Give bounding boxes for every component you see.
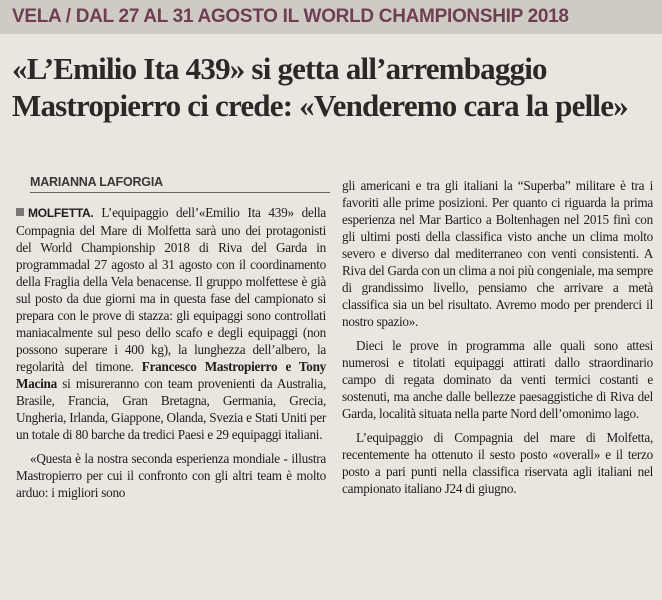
crew-names: Francesco Mastropierro e Tony Macina <box>16 359 326 391</box>
article-column-left <box>16 204 326 501</box>
paragraph-2-start: «Questa è la nostra seconda esperienza mondiale - illustra Mastropierro per cui il confronto con gli altri team è molto arduo: i migliori sono <box>16 451 326 500</box>
paragraph-1-text-a: L’equipaggio dell’«Emilio Ita 439» della Compagnia del Mare di Molfetta sarà uno dei protagonisti del World Championship 2018 di Riva del Garda in programmadal 27 agosto al 31 agosto con il coordinamento della Fraglia della Vela benacense. Il gruppo molfettese è già sul posto da due giorni ma in questa fase del campionato si prepara con le prove di stazza: gli equipaggi sono controllati maniacalmente sul peso dello scafo e degli equipaggi (non possono superare i 400 kg), la lunghezza dell’albero, la regolarità del timone. <box>16 205 326 374</box>
headline <box>12 50 657 124</box>
article-column-right <box>342 177 653 497</box>
paragraph-2-continued: gli americani e tra gli italiani la “Superba” militare è tra i favoriti alle prime posizioni. Per quanto ci riguarda la prima esperienza nel Mar Bartico a Boltenhagen nel 2015 finì con gli ultimi posti della classifica visto anche un clima molto severo e diverso dal mediterraneo con venti consistenti. A Riva del Garda con un clima a noi più congeniale, ma sempre di grandissimo livello, pensiamo che arrivare a metà classifica sia un bel risultato. Avremo modo per prenderci il nostro spazio». <box>342 178 653 329</box>
paragraph-1-text-b: si misureranno con team provenienti da Australia, Brasile, Francia, Gran Bretagna, Germania, Grecia, Ungheria, Irlanda, Giappone, Olanda, Svezia e Stati Uniti per un totale di 80 barche da tredici Paesi e 29 equipaggi italiani. <box>16 376 326 442</box>
headline-line-2: Mastropierro ci crede: «Venderemo cara la pelle» <box>12 88 628 123</box>
section-kicker <box>0 0 662 34</box>
paragraph-1 <box>16 204 326 443</box>
byline-rule <box>30 192 330 193</box>
kicker-text: VELA / DAL 27 AL 31 AGOSTO IL WORLD CHAMPIONSHIP 2018 <box>12 6 569 27</box>
dateline: MOLFETTA. <box>28 206 94 220</box>
author-byline: MARIANNA LAFORGIA <box>30 175 163 189</box>
paragraph-4: L’equipaggio di Compagnia del mare di Molfetta, recentemente ha ottenuto il sesto posto «overall» e il terzo posto a pari punti nella classifica riservata agli italiani nel campionato italiano J24 di giugno. <box>342 430 653 496</box>
square-bullet-icon <box>16 208 24 216</box>
headline-line-1: «L’Emilio Ita 439» si getta all’arrembaggio <box>12 51 547 86</box>
paragraph-3: Dieci le prove in programma alle quali sono attesi numerosi e titolati equipaggi attirati dallo straordinario campo di regata dominato da venti termici costanti e sostenuti, ma anche dalle bellezze paesaggistiche di Riva del Garda, località situata nella parte Nord dell’omonimo lago. <box>342 338 653 421</box>
